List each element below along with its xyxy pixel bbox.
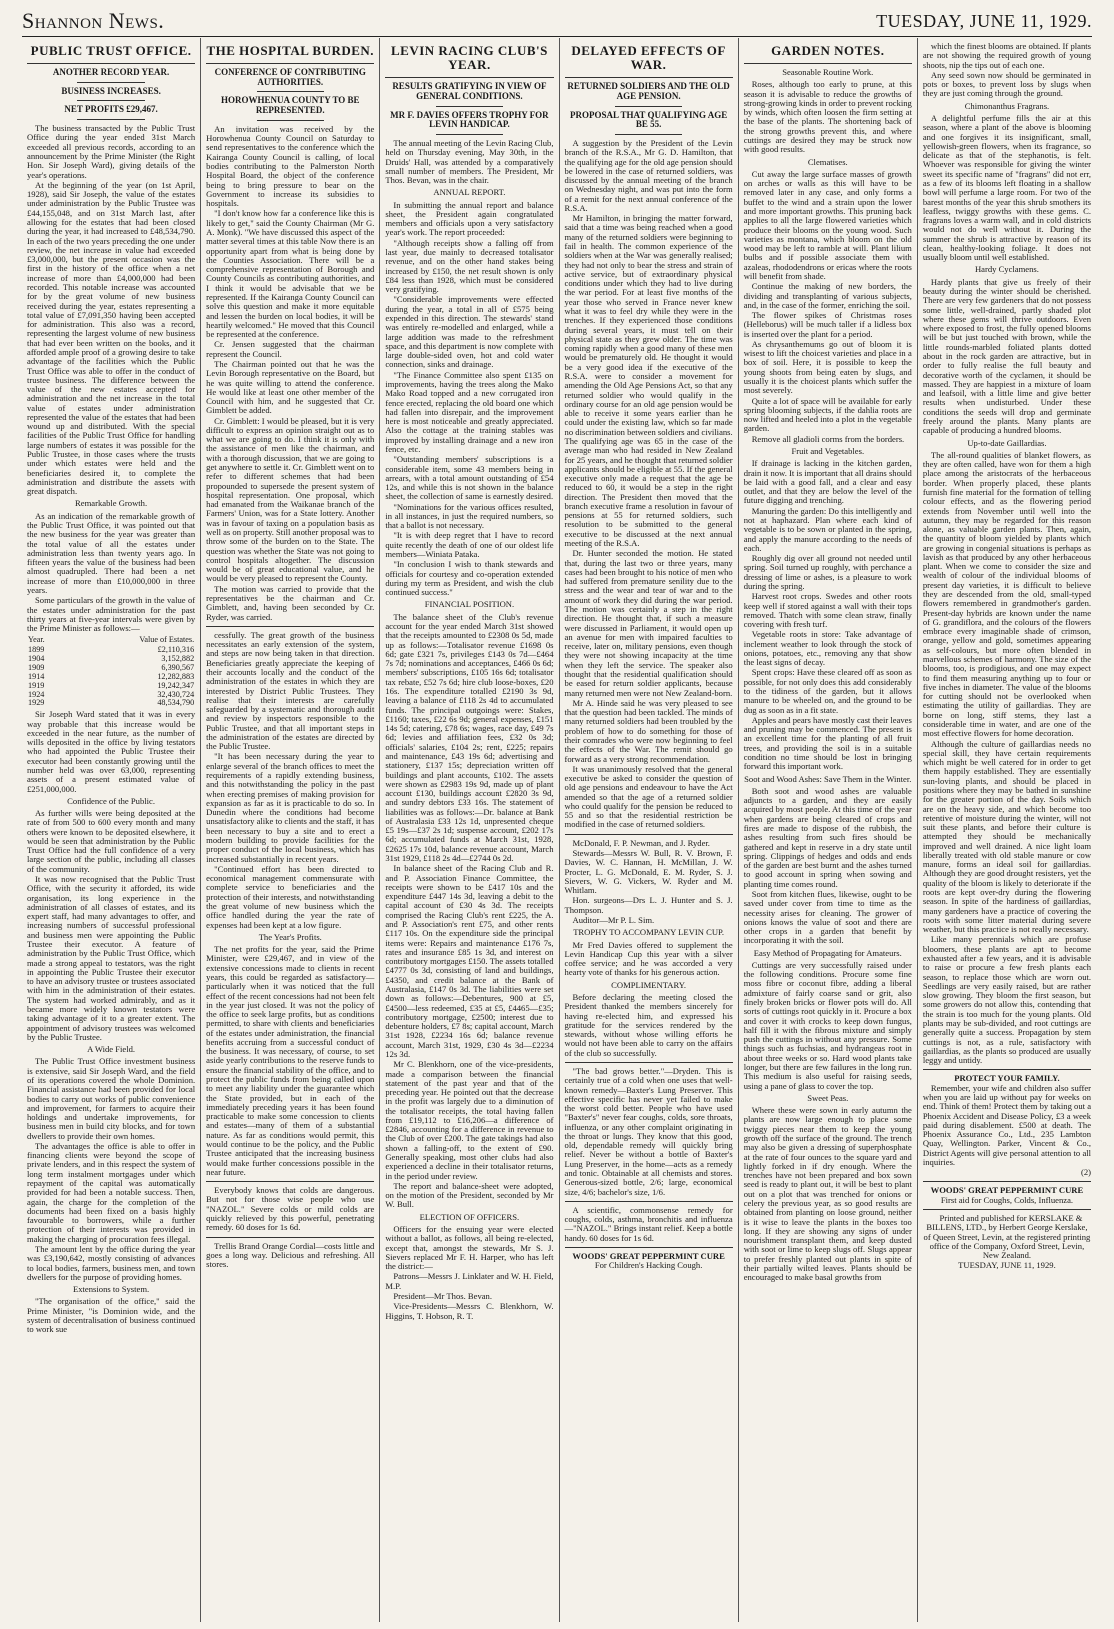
subheading: Remarkable Growth. — [75, 498, 148, 509]
paragraph: which the finest blooms are obtained. If plants are not showing the required growth of young shoots, nip the tips out of each one. — [922, 41, 1092, 70]
table-row — [27, 699, 195, 708]
divider — [77, 100, 144, 101]
year-cell: 1909 — [28, 662, 45, 672]
subheading: ANNUAL REPORT. — [433, 187, 506, 198]
advertisement: Everybody knows that colds are dangerous. But not for those wise people who use "NAZOL." Severe colds or mild colds are quickly relieved by this powerful, penetrating remedy. 60 doses for 1s 6d. — [206, 1185, 375, 1233]
paragraph: The all-round qualities of blanket flowers, as they are often called, have won for them a high place among the aristocrats of the herbaceous border. When properly placed, these plants furnish fine material for the formation of telling colour effects, and as the flowering period extends from November until well into the autumn, they may be regarded for this reason alone, as valuable garden plants. Then, again, the quantity of bloom yielded by plants which are growing in congenial situations is perhaps as lavish as that produced by any other herbaceous plant. When we come to consider the size and wealth of colour of the individual blooms of present day varieties, it is difficult to believe they are descended from the old, small-typed flowers remembered in grandmother's garden. Present-day hybrids are known under the name of G. grandiflora, and the colours of the flowers embrace every imaginable shade of crimson, orange, yellow and gold, sometimes appearing as self-colours, but more often blended in marvellous schemes of harmony. The size of the blooms, too, is prodigious, and one may expect to find them measuring anything up to four or five inches in diameter. The value of the blooms for cutting should not be overlooked when estimating the utility of gaillardias. They are borne on long, stiff stems, they last a considerable time in water, and are one of the most effective flowers for home decoration. — [922, 449, 1092, 739]
paragraph: "It has been necessary during the year to enlarge several of the branch offices to meet the requirements of a rapidly extending business, and this notwithstanding the policy in the past when erecting premises of making provision for expansion as far as it is practicable to do so. In Dunedin where the conditions had become unsatisfactory alike to clients and the staff, it has been necessary to buy a site and to erect a modern building to provide facilities for the proper conduct of the local business, which has increased substantially in recent years. — [206, 751, 375, 864]
masthead — [22, 6, 1092, 37]
paragraph: Cr. Jensen suggested that the chairman represent the Council. — [206, 339, 375, 359]
paragraph: Cuttings are very successfully raised under the following conditions. Procure some fine moss fibre or coconut fibre, adding a liberal admixture of fairly coarse sand or grit, also finely broken bricks or flower pots will do. All sorts of cuttings root quickly in it. Procure a box and cover it with crocks to keep down fungus, half fill it with the fibrous mixture and simply push the cuttings in without any pressure. Some things such as fuchsias, and hydrangeas root in about three weeks or so. Hard wood plants take longer, but there are few failures in the long run. This medium is also useful for raising seeds, using a pane of glass to cover the top. — [743, 959, 912, 1091]
value-cell: 32,430,724 — [157, 689, 195, 699]
paragraph: Quite a lot of space will be available for early spring blooming subjects, if the dahlia roots are now lifted and heeled into a plot in the vegetable garden. — [743, 395, 912, 434]
column-garden-notes — [739, 38, 918, 1622]
deck: PROPOSAL THAT QUALIFYING AGE BE 55. — [569, 109, 728, 130]
divider — [923, 1069, 1091, 1070]
paragraph: "Nominations for the various offices resulted, in all instances, in just the required numbers, so that a ballot is not necessary. — [385, 501, 554, 531]
headline: DELAYED EFFECTS OF WAR. — [571, 43, 726, 73]
paragraph: McDonald, F. P. Newman, and J. Ryder. — [572, 837, 710, 848]
paragraph: The motion was carried to provide that the representatives be the chairman and Cr. Gimblett, and, having been seconded by Cr. Ryder, was carried. — [206, 583, 375, 622]
column-garden-continued — [918, 38, 1096, 1622]
paragraph: Roughly dig over all ground not needed until spring. Soil turned up roughly, with perchance a dressing of lime or ashes, is a pleasure to work during the spring. — [743, 553, 912, 591]
year-cell: 1899 — [28, 645, 45, 655]
column-header: Value of Estates. — [139, 635, 195, 645]
paragraph: "In conclusion I wish to thank stewards and officials for courtesy and co-operation extended during my term as President, and wish the club continued success." — [385, 559, 554, 598]
advertisement: A scientific, commonsense remedy for coughs, colds, asthma, bronchitis and influenza—"NAZOL." Brings instant relief. Keep a bottle handy. 60 doses for 1s 6d. — [564, 1204, 733, 1243]
paragraph: Where these were sown in early autumn the plants are now large enough to place some twiggy pieces near them to keep the young growth off the surface of the ground. The trench may also be given a dressing of superphosphate at the rate of four ounces to the square yard and lightly forked in if dry enough. Where the trenches have not been prepared and box sown seed is ready to plant out, it will be best to plant out on a plot that was trenched for onions or celery the previous year, as so good results are obtained from planting on loose ground, neither is it wise to leave the plants in the boxes too long. If they are showing any signs of under nourishment transplant them, and keep dusted with soot or lime to keep slugs off. Slugs appear to prefer freshly planted out plants in spite of their partially wilted leaves. Plants should be encouraged to make basal growths from — [743, 1105, 912, 1283]
paragraph: Cut away the large surface masses of growth on arches or walls as this will have to be removed later in any case, and only forms a buffet to the wind and a strain upon the lower and more important growths. This pruning back applies to all the large flowered varieties which produce their blooms on the young wood. Such varieties as montana, which bloom on the old wood may be left to ramble at will. Plant lilium bulbs and if possible associate them with azaleas, rhododendrons or ericas where the roots will benefit from shade. — [743, 168, 912, 281]
column-public-trust — [22, 38, 201, 1622]
divider — [206, 1181, 374, 1182]
paragraph: Any seed sown now should be germinated in pots or boxes, to prevent loss by slugs when they are just coming through the ground. — [922, 69, 1092, 99]
paragraph: An invitation was received by the Horowhenua County Council on Saturday to send representatives to the conference which the Kairanga County Council is calling, of local bodies contributing to the Palmerston North Hospital Board, the object of the conference being to bring pressure to bear on the Government to increase its subsidies to hospitals. — [206, 123, 375, 209]
divider — [206, 63, 374, 64]
paragraph: Harvest root crops. Swedes and other roots keep well if stored against a wall with their tops removed. Thatch with some clean straw, finally covering with fresh turf. — [743, 591, 912, 630]
paragraph: Hon. surgeons—Drs L. J. Hunter and S. J. Thompson. — [564, 895, 733, 915]
column-hospital — [201, 38, 380, 1622]
paragraph: Vegetable roots in store: Take advantage of inclement weather to look through the stock of onions, potatoes, etc., removing any that show the least signs of decay. — [743, 629, 912, 668]
divider — [565, 834, 733, 835]
subheading: Easy Method of Propagating for Amateurs. — [753, 947, 902, 958]
divider — [615, 106, 682, 107]
value-cell: 12,282,883 — [157, 671, 195, 681]
divider — [257, 91, 324, 92]
subheading: Up-to-date Gaillardias. — [967, 437, 1047, 448]
column-header: Year. — [28, 635, 45, 645]
divider — [27, 63, 195, 64]
divider — [385, 77, 553, 78]
divider — [565, 1201, 733, 1202]
paragraph: The Chairman pointed out that he was the Levin Borough representative on the Board, but he was quite willing to attend the conference. He would like at least one other member of the Council with him, and he suggested that Cr. Gimblett be added. — [206, 358, 375, 416]
subheading: Soot and Wood Ashes: Save Them in the Winter. — [744, 773, 912, 784]
ad-subtitle: First aid for Coughs, Colds, Influenza. — [940, 1194, 1074, 1205]
subheading: Confidence of the Public. — [67, 795, 155, 806]
paragraph: Sir Joseph Ward stated that it was in every way probable that this increase would be exceeded in the near future, as the number of wills deposited in the office by living testators who had appointed the Public Trustee their executor had been constantly growing until the number held was over 63,000, representing assets of a present estimated value of £251,000,000. — [27, 709, 196, 794]
deck: CONFERENCE OF CONTRIBUTING AUTHORITIES. — [214, 67, 366, 87]
year-cell: 1904 — [28, 654, 45, 664]
divider — [77, 119, 144, 120]
column-racing-club — [380, 38, 559, 1622]
paragraph: "The organisation of the office," said the Prime Minister, "is Dominion wide, and the system of decentralisation of business continued to work sue — [27, 1296, 196, 1335]
paragraph: As further wills were being deposited at the rate of from 500 to 600 every month and many others were known to be deposited elsewhere, it would be seen that administration by the Public Trust Office had the full confidence of a very large section of the public, including all classes of the community. — [27, 808, 196, 874]
paragraph: Before declaring the meeting closed the President thanked the members sincerely for having re-elected him, and expressed his gratitude for the services rendered by the stewards, without whose willing efforts he would not have been able to carry on the affairs of the club so successfully. — [564, 991, 733, 1058]
divider — [77, 82, 144, 83]
paragraph: Both soot and wood ashes are valuable adjuncts to a garden, and they are easily acquired by most people. At this time of the year when gardens are being cleared of crops and fires are made to dispose of the rubbish, the ashes resulting from such fires should be gathered and kept in reserve in a dry state until spring. Clippings of hedges and odds and ends of the garden are best burnt and the ashes turned to good account in spring when sowing and planting time comes round. — [743, 785, 912, 889]
paragraph: The flower spikes of Christmas roses (Helleborus) will be much taller if a lidless box is inserted over the plant for a period. — [743, 310, 912, 339]
advertisement: Trellis Brand Orange Cordial—costs little and goes a long way. Delicious and refreshing. All stores. — [206, 1240, 375, 1270]
divider — [615, 134, 682, 135]
deck: HOROWHENUA COUNTY TO BE REPRESENTED. — [220, 95, 360, 116]
paragraph: "It is with deep regret that I have to record quite recently the death of one of our oldest life members—Winiata Pataka. — [385, 530, 554, 560]
value-cell: 19,242,347 — [157, 680, 195, 690]
paragraph: Vice-Presidents—Messrs C. Blenkhorn, W. Higgins, T. Hobson, R. T. — [385, 1301, 554, 1321]
headline: GARDEN NOTES. — [771, 43, 885, 58]
subheading: Chimonanthus Fragrans. — [964, 100, 1050, 111]
paragraph: "The Finance Committee also spent £135 on improvements, having the trees along the Mako Mako Road topped and a new corrugated iron fence erected, replacing the old board one which had fallen into disrepair, and the improvement here is most noticeable and greatly appreciated. Also the cottage at the training stables was improved by installing drainage and a new iron fence, etc. — [385, 369, 554, 454]
paragraph: Mr Fred Davies offered to supplement the Levin Handicap Cup this year with a silver coffee service; and he was accorded a very hearty vote of thanks for his generous action. — [564, 939, 733, 978]
subheading: Extensions to System. — [73, 1284, 150, 1295]
paragraph: Remove all gladioli corms from the borders. — [751, 433, 905, 444]
divider — [923, 1209, 1091, 1210]
paragraph: The amount lent by the office during the year was £3,190,642, mostly consisting of advances to local bodies, farmers, business men, and town dwellers for the purpose of providing homes. — [27, 1244, 196, 1282]
paragraph: President—Mr Thos. Bevan. — [393, 1290, 493, 1301]
paragraph: A suggestion by the President of the Levin branch of the R.S.A., Mr G. D. Hamilton, that the qualifying age for the old age pension should be lowered in the case of returned soldiers, was discussed by the annual meeting of the branch on Wednesday night, and was put into the form of a remit for the next annual conference of the R.S.A. — [564, 137, 733, 213]
deck: RETURNED SOLDIERS AND THE OLD AGE PENSION. — [567, 81, 730, 101]
advertisement: Remember, your wife and children also suffer when you are laid up without pay for weeks on end. Think of them! Protect them by taking out a Phoenix Accident and Disease Policy, £3 a week paid during disablement. £500 at death. The Phoenix Assurance Co., Ltd., 235 Lambton Quay, Wellington. Parker, Vincent & Co., District Agents will give personal attention to all inquiries. — [922, 1082, 1092, 1167]
paragraph: The advantages the office is able to offer in financing clients were beyond the scope of private lenders, and in this respect the system of long term instalment mortgages under which repayment of the capital was automatically provided for had been a notable success. Then, again, the charge for the completion of the documents had been fixed on a basis highly favourable to borrowers, while a further protection of their interests was provided in making the charging of procuration fees illegal. — [27, 1140, 196, 1244]
subheading: Clematises. — [807, 156, 848, 167]
ad-subtitle: For Children's Hacking Cough. — [594, 1260, 703, 1271]
paragraph: Although the culture of gaillardias needs no special skill, they have certain requirements which might be well catered for in order to get them happily established. They are essentially sun-loving plants, and should be placed in positions where they may be bathed in sunshine for the greater portion of the day. Soils which are on the heavy side, and which become too retentive of moisture during the winter, will not suit these plants, and before their culture is attempted they should be mechanically improved and well drained. A nice light loam liberally treated with old stable manure or cow manure, forms an ideal soil for gaillardias. Although they are good drought resisters, yet the quality of the bloom is likely to deteriorate if the roots are kept over-dry during the flowering season. In spite of the hardiness of gaillardias, many gardeners have a practice of covering the roots with some litter material during severe weather, but this practice is not really necessary. — [922, 738, 1092, 935]
paragraph: Officers for the ensuing year were elected without a ballot, as follows, all being re-elected, except that, amongst the stewards, Mr S. J. Sievers replaced Mr F. H. Harper, who has left the district:— — [385, 1224, 554, 1272]
subheading: COMPLIMENTARY. — [611, 979, 687, 990]
divider — [565, 1247, 733, 1248]
imprint-date: TUESDAY, JUNE 11, 1929. — [958, 1260, 1056, 1271]
column-war-effects — [560, 38, 739, 1622]
divider — [436, 134, 503, 135]
subheading: Hardy Cyclamens. — [974, 264, 1039, 275]
headline: THE HOSPITAL BURDEN. — [206, 43, 375, 58]
paragraph: Some particulars of the growth in the value of the estates under administration for the past thirty years at five-year intervals were given by the Prime Minister as follows:— — [27, 595, 196, 634]
deck: RESULTS GRATIFYING IN VIEW OF GENERAL CONDITIONS. — [392, 81, 547, 101]
divider — [436, 106, 503, 107]
value-cell: 48,534,790 — [157, 698, 195, 708]
paragraph: Manuring the garden: Do this intelligently and not at haphazard. Plan where each kind of vegetable is to be sown or planted in the spring, and apply the manure according to the needs of each. — [743, 505, 912, 553]
year-cell: 1929 — [28, 698, 45, 708]
paragraph: Spent crops: Have these cleared off as soon as possible, for not only does this add considerably to the tidiness of the garden, but it allows manure to be wheeled on, and the ground to be dug as soon as in a fit state. — [743, 667, 912, 715]
paragraph: "Continued effort has been directed to economical management commensurate with complete service to beneficiaries and the protection of their interests, and notwithstanding the great volume of new business which the office handled during the year the rate of expenses had been kept at a low figure. — [206, 863, 375, 930]
paragraph: At the beginning of the year (on 1st April, 1928), said Sir Joseph, the value of the estates under administration by the Public Trustee was £44,155,048, and on 31st March last, after allowing for the estates that had been closed during the year, it had increased to £48,534,790. In each of the two years preceding the one under review, the net increase in value had exceeded £3,000,000, but the present occasion was the first in the history of the office when a net increase of more than £4,000,000 had been recorded. This notable increase was accounted for by the great volume of new business received during the year, estates representing a total value of £7,091,350 having been accepted for administration. This also was a record, representing the largest volume of new business that had ever been written on the books, and it afforded ample proof of a growing desire to take advantage of the facilities which the Public Trust Office was able to offer in the conduct of trustee business. The difference between the value of the new estates accepted for administration and the net increase in the total value of estates under administration represented the value of the estates that had been wound up and distributed. With the special facilities of the Public Trust Office for handling large numbers of estates it was possible for the Public Trustee, in those cases where the trusts under which estates were held and the beneficiaries desired it, to complete the administration and distribute the assets with great dispatch. — [27, 179, 196, 497]
subheading: FINANCIAL POSITION. — [424, 599, 515, 610]
divider — [923, 1181, 1091, 1182]
paragraph: Like many perennials which are profuse bloomers, these plants are apt to become exhausted after a few years, and it is advisable to raise or procure a few fresh plants each season, to replace those which are worn out. Seedlings are very easily raised, but are rather slow growing. They bloom the first season, but some growers do not allow this, contending that the strain is too much for the young plants. Old plants may be sub-divided, and root cuttings are generally quite a success. Propagation by stem cuttings is not, as a rule, satisfactory with gaillardias, as the plants so produced are usually leggy and untidy. — [922, 934, 1092, 1066]
paragraph: In balance sheet of the Racing Club and R. and P. Association Finance Committee, the receipts were shown to be £417 10s and the expenditure £447 14s 3d, leaving a debit to the capital account of £30 4s 3d. The receipts comprised the Racing Club's rent £225, the A. and P. Association's rent £75, and other rents £117 10s. On the expenditure side the principal items were: Repairs and maintenance £176 7s, rates and insurance £85 1s 3d, and interest on contributory mortgages £150. The assets totalled £4777 0s 3d, consisting of land and buildings, £4350, and credit balance at the Bank of Australasia, £147 0s 3d. The liabilities were set down as follows:—Debentures, 900 at £5, £4500—less redeemed, £35 at £5, £4465—£35; contributory mortgage, £2500; interest due to debenture holders, £7 8s; capital account, March 31st 1928, £2234 16s 6d; balance revenue account, March 31st, 1929, £30 4s 3d—£2234 12s 3d. — [385, 863, 554, 1059]
paragraph: In submitting the annual report and balance sheet, the President again congratulated members and officials upon a very satisfactory year's work. The report proceeded: — [385, 199, 554, 238]
paragraph: "Outstanding members' subscriptions is a considerable item, some 43 members being in arrears, with a total amount outstanding of £54 12s, and while this is not shown in the balance sheet, the collection of same is earnestly desired. — [385, 454, 554, 502]
deck: BUSINESS INCREASES. — [61, 85, 161, 96]
paragraph: The business transacted by the Public Trust Office during the year ended 31st March exceeded all previous records, according to an announcement by the Prime Minister (the Right Hon. Sir Joseph Ward), giving details of the year's operations. — [27, 123, 196, 180]
paragraph: It was now recognised that the Public Trust Office, with the security it afforded, its wide organisation, its long experience in the administration of all classes of estates, and its expert staff, had many advantages to offer, and increasing numbers of successful professional and business men were appointing the Public Trustee their executor. A feature of administration by the Public Trust Office, which made a strong appeal to testators, was the right in appointing the Public Trustee their executor to have an advisory trustee or trustees associated with him in the administration of their estates. The system had worked admirably, and as it became more widely known testators were taking advantage of it to a greater extent. The appointment of advisory trustees was welcomed by the Public Trustee. — [27, 874, 196, 1042]
paragraph: Soot from kitchen flues, likewise, ought to be saved under cover from time to time as the necessity arises for cleaning. The grower of onions knows the value of soot and there are other crops in a garden that benefit by incorporating it with the soil. — [743, 888, 912, 946]
paragraph: Stewards—Messrs W. Bull, R. V. Brown, F. Davies, W. C. Hannan, H. McMillan, J. W. Procter, L. G. McDonald, E. M. Ryder, S. J. Sievers, W. G. Vickers, W. Ryder and M. Whitlam. — [564, 848, 733, 896]
paragraph: Continue the making of new borders, the dividing and transplanting of various subjects, and, in the case of the former, enriching the soil. — [743, 281, 912, 310]
paragraph: Mr C. Blenkhorn, one of the vice-presidents, made a comparison between the financial statement of the past year and that of the preceding year. He pointed out that the decrease in the profit was largely due to a diminution of the totalisator receipts, the total having fallen from £19,112 to £16,206—a difference of £2846, accounting for a difference in revenue to the Club of over £200. The gate takings had also shown a falling-off, to the extent of £90. Generally speaking, most other clubs had also experienced a decline in their totalisator returns, in the period under review. — [385, 1059, 554, 1181]
paragraph: The report and balance-sheet were adopted, on the motion of the President, seconded by Mr W. Bull. — [385, 1180, 554, 1210]
paragraph: It was unanimously resolved that the general executive be asked to consider the question of old age pensions and endeavour to have the Act amended so that the age of a returned soldier who could qualify for the pension be reduced to 55 and so that the residential restriction be modified in the case of returned soldiers. — [564, 763, 733, 830]
year-cell: 1914 — [28, 671, 45, 681]
paragraph: Apples and pears have mostly cast their leaves and pruning may be commenced. The present is an excellent time for the planting of all fruit trees, and providing the soil is in a suitable condition no time should be lost in bringing forward this important work. — [743, 714, 912, 772]
headline: LEVIN RACING CLUB'S YEAR. — [390, 43, 548, 73]
paragraph: Hardy plants that give us freely of their beauty during the winter should be cherished. There are very few gardeners that do not possess some little, well-drained, partly shaded plot where these gems will thrive outdoors. Even where exposed to frost, the fully opened blooms will be but just touched with brown, while the little rounds-marbled foliated plants dotted about in the rock garden are attractive, but in order to fully realise the full beauty and decorative worth of the cyclamen, it should be massed. They are happiest in a mixture of loam and leafsoil, with a little lime and give better results when undisturbed. Under these conditions the seeds will drop and germinate freely around the plants. Many plants are capable of producing a hundred blooms. — [922, 276, 1092, 436]
value-cell: £2,110,316 — [157, 645, 195, 655]
subheading: TROPHY TO ACCOMPANY LEVIN CUP. — [573, 927, 725, 938]
imprint: Printed and published for KERSLAKE & BILLENS, LTD., by Herbert George Kerslake, of Queen Street, Levin, at the registered printing office of the Company, Oxford Street, Levin, New Zealand. — [923, 1213, 1091, 1261]
divider — [206, 1237, 374, 1238]
paragraph: Mr A. Hinde said he was very pleased to see that the question had been tackled. The minds of many returned soldiers had been troubled by the problem of how to do something for those of their comrades who were now beginning to feel the effects of the War. The remit should go forward as a very strong recommendation. — [564, 697, 733, 764]
paragraph: The annual meeting of the Levin Racing Club, held on Thursday evening, May 30th, in the Druids' Hall, was attended by a comparatively small number of members. The President, Mr Thos. Bevan, was in the chair. — [385, 137, 554, 186]
issue-date: TUESDAY, JUNE 11, 1929. — [876, 10, 1092, 31]
subheading: Sweet Peas. — [807, 1092, 849, 1103]
ad-title: WOODS' GREAT PEPPERMINT CURE — [572, 1251, 725, 1261]
page-columns — [22, 38, 1096, 1622]
value-cell: 6,390,567 — [161, 662, 195, 672]
estates-table — [27, 635, 195, 708]
paragraph: Patrons—Messrs J. Linklater and W. H. Field, M.P. — [385, 1271, 554, 1291]
divider — [744, 63, 912, 64]
ad-reference: (2) — [1081, 1167, 1092, 1178]
newspaper-title: Shannon News. — [22, 8, 165, 33]
year-cell: 1919 — [28, 680, 45, 690]
subheading: A Wide Field. — [87, 1044, 136, 1055]
headline: PUBLIC TRUST OFFICE. — [30, 43, 192, 58]
divider — [565, 1062, 733, 1063]
paragraph: Mr Hamilton, in bringing the matter forward, said that a time was being reached when a good many of the returned soldiers were beginning to fail in health. The common experience of the soldiers when at the War was generally realised; they had not only to bear the stress and strain of active service, but of extraordinary physical conditions under which they had to live during the war period. For at least five months of the year those who served in France never knew what it was to feel dry while they were in the trenches. If they experienced those conditions during several years, it must tell on their physical state as they grew older. The time was coming rapidly when a good many of these men would be prematurely old. He thought it would be a very good idea if the executive of the R.S.A. were to consider a movement for amending the Old Age Pensions Act, so that any returned soldier who would qualify in the ordinary course for an old age pension would be able to receive it some years earlier than he could under the existing law, which so far made no discrimination between soldiers and civilians. The qualifying age was 65 in the case of the average man who had resided in New Zealand for 25 years, and he thought that returned soldier applicants should be eligible at 55. If the general executive only made a request that the age be reduced to 60, it would be a step in the right direction. The President then moved that the branch executive frame a resolution in favour of pensions at 55 for returned soldiers, such resolution to be submitted to the general executive to be discussed at the next annual meeting of the R.S.A. — [564, 213, 733, 549]
subheading: ELECTION OF OFFICERS. — [419, 1211, 520, 1222]
ad-title: WOODS' GREAT PEPPERMINT CURE — [930, 1185, 1084, 1196]
paragraph: As an indication of the remarkable growth of the Public Trust Office, it was pointed out that the new business for the year was greater than the total value of all the estates under administration less than twenty years ago. In fifteen years the value of the business had been almost quadrupled. There had been a net increase of more than £10,000,000 in three years. — [27, 510, 196, 595]
paragraph: As chrysanthemums go out of bloom it is wisest to lift the choicest varieties and place in a box of soil. Here, it is possible to keep the young shoots from being eaten by slugs, and usually it is the choicest plants which suffer the most severely. — [743, 338, 912, 396]
paragraph: Roses, although too early to prune, at this season it is advisable to reduce the growths of strong-growing kinds in order to prevent rocking by winds, which often loosen the firm setting at the base of the plants. The shortening back of the strong growths prevent this, and where cuttings are desired they may be struck now with good results. — [743, 79, 912, 155]
paragraph: The net profits for the year, said the Prime Minister, were £29,467, and in view of the extensive concessions made to clients in recent years, this could be regarded as satisfactory—particularly when it was noticed that the full effect of the recent concessions had not been felt in the year just closed. It was not the policy of the office to seek large profits, but as conditions permitted, to share with clients and beneficiaries of the estates under administration, the financial benefits accruing from a successful conduct of the business. It was necessary, of course, to set aside yearly contributions to the reserve funds to ensure the financial stability of the office, and to protect the public funds from being called upon to meet any liability under the guarantee which the State provided, but in each of the immediately preceding years it has been found practicable to make some concession to clients and estates—many of them of a substantial nature. As far as conditions would permit, this would continue to be the policy, and the Public Trustee anticipated that the increasing business would make further concessions possible in the near future. — [206, 944, 375, 1177]
subheading: Fruit and Vegetables. — [791, 446, 865, 456]
paragraph: "Considerable improvements were effected during the year, a total in all of £575 being expended in this direction. The stewards' stand was entirely re-modelled and enlarged, while a large addition was made to the refreshment space, and this department is now complete with large double-sided oven, hot and cold water connection, sinks and drainage. — [385, 294, 554, 370]
paragraph: Dr. Hunter seconded the motion. He stated that, during the last two or three years, many cases had been brought to his notice of men who had suffered from premature senility due to the stress and the wear and tear of war and to the amount of work they did during the war period. The motion was certainly a step in the right direction. He thought that, if such a measure were discussed in Parliament, it would open up an avenue for men with impaired faculties to receive, later on, military pensions, even though they were not showing incapacity at the time when they left the service. The speaker also thought that the residential qualification should be eased for return soldier applicants, because many returned men were not New Zealand-born. — [564, 548, 733, 698]
paragraph: If drainage is lacking in the kitchen garden, drain it now. It is important that all drains should be laid with a good fall, and a clear and easy outlet, and that they are below the level of the future digging and trenching. — [743, 458, 912, 506]
divider — [257, 120, 324, 121]
paragraph: Cr. Gimblett: I would be pleased, but it is very difficult to express an opinion straight out as to what we are going to do. I think it is only with the assistance of men like the chairman, and with a thorough discussion, that we are going to get anywhere to settle it. Cr. Gimblett went on to refer to different schemes that had been propounded to supersede the present system of hospital representation. One proposal, which had emanated from the Waikanae branch of the Farmers' Union, was for a State lottery. Another was in favour of taxing on a population basis as well as on property. Still another proposal was to throw some of the burden on to the State. The question was whether the State was not going to control hospitals altogether. The discussion would be of great educational value, and he would be very pleased to represent the County. — [206, 415, 375, 584]
paragraph: The balance sheet of the Club's revenue account for the year ended March 31st showed that the receipts amounted to £2308 0s 5d, made up as follows:—Totalisator revenue £1698 0s 6d; gate £321 7s, privileges £143 0s 7d—£464 7s 7d; nominations and acceptances, £466 0s 6d; members' subscriptions, £105 16s 6d; totalisator tax rebate, £52 7s 6d; hire club loose-boxes, £20 16s. The expenditure totalled £2190 3s 9d, leaving a balance of £118 2s 4d to accumulated funds. The principal outgoings were: Stakes, £1160; taxes, £22 6s 9d; general expenses, £151 14s 5d; catering, £78 6s; wages, race day, £49 7s 6d; levies and affiliation fees, £32 0s 3d; officials' salaries, £104 2s; rent, £225; repairs and maintenance, £43 19s 6d; advertising and stationery, £137 15s; depreciation written off buildings and plant accounts, £102. The assets were shown as £2983 19s 9d, made up of plant account £130, buildings account £2820 3s 9d, and sundry debtors £33 16s. The statement of liabilities was as follows:—Dr. balance at Bank of Australasia £33 12s 1d, unpresented cheque £5 19s—£37 2s 1d; suspense account, £202 17s 6d; accumulated funds at March 31st, 1928, £2625 17s 10d, balance revenue account, March 31st 1929, £118 2s 4d—£2744 0s 2d. — [385, 611, 554, 864]
divider — [206, 626, 374, 627]
subheading: The Year's Profits. — [258, 931, 322, 942]
ad-title: PROTECT YOUR FAMILY. — [954, 1073, 1060, 1084]
paragraph: Auditor—Mr P. L. Sim. — [572, 915, 655, 925]
value-cell: 3,152,882 — [161, 654, 195, 664]
divider — [565, 77, 733, 78]
year-cell: 1924 — [28, 689, 45, 699]
subheading: Seasonable Routine Work. — [782, 67, 874, 78]
paragraph: "I don't know how far a conference like this is likely to get," said the County Chairman (Mr G. A. Monk). "We have discussed this aspect of the matter several times at this table Now there is an opportunity apart from what is being done by the Counties Association. There will be a comprehensive representation of Borough and County Councils as contributing authorities, and I think it would be advisable that we be represented. If the Kairanga County Council can solve this question and make it more equitable and lessen the burden on local bodies, it will be heartily welcomed." He moved that this Council be represented at the conference. — [206, 208, 375, 340]
paragraph: The Public Trust Office investment business is extensive, said Sir Joseph Ward, and the field of its operations covered the whole Dominion. Financial assistance had been provided for local bodies to carry out works of public convenience and improvement, for farmers to acquire their holdings and undertake improvements, for business men in build city blocks, and for town dwellers to provide their own homes. — [27, 1056, 196, 1141]
paragraph: "Although receipts show a falling off from last year, due mainly to decreased totalisator revenue, and on the other hand stakes being increased by £150, the net result shown is only £84 less than 1928, which must be considered very gratifying. — [385, 237, 554, 295]
deck: NET PROFITS £29,467. — [64, 104, 158, 115]
deck: MR F. DAVIES OFFERS TROPHY FOR LEVIN HANDICAP. — [390, 109, 549, 130]
advertisement: "The bad grows better."—Dryden. This is certainly true of a cold when one uses that well-known remedy—Baxter's Lung Preserver. This effective specific has never yet failed to make the worst cold better. People who have used "Baxter's" never fear coughs, colds, sore throats, influenza, or any other complaint originating in the throat or lungs. They know that this good, old, dependable remedy will quickly bring relief. Never be without a bottle of Baxter's Lung Preserver, in the home—acts as a remedy and tonic. Obtainable at all chemists and stores. Generous-sized bottle, 2/6; large, economical size, 4/6; bachelor's size, 1/6. — [564, 1065, 733, 1197]
paragraph: cessfully. The great growth of the business necessitates an early extension of the system, and steps are now being taken in that direction. Beneficiaries greatly appreciate the keeping of their accounts locally and the conduct of the administration of the estates in which they are interested by District Public Trustees. They realise that their interests are carefully safeguarded by a systematic and thorough audit and review by inspectors responsible to the Public Trustee, and that all important steps in the administration of the estates are directed by the Public Trustee. — [206, 629, 375, 752]
paragraph: A delightful perfume fills the air at this season, where a plant of the above is blooming and one forgives it its insignificant, small, yellowish-green flowers, when its fragrance, so delicate as that of the stephanotis, is felt. Whoever was responsible for giving the winter sweet its specific name of "fragrans" did not err, as a few of its blooms left floating in a shallow bowl will perfume a large room. For two of the barest months of the year this shrub smothers its leafless, twiggy growths with these gems. C. fragrans loves a warm wall, and in cold districts would not do well without it. During the summer the shrub is attractive by reason of its clean, healthy-looking foliage. It does not usually bloom until well established. — [922, 112, 1092, 263]
deck: ANOTHER RECORD YEAR. — [52, 67, 170, 78]
